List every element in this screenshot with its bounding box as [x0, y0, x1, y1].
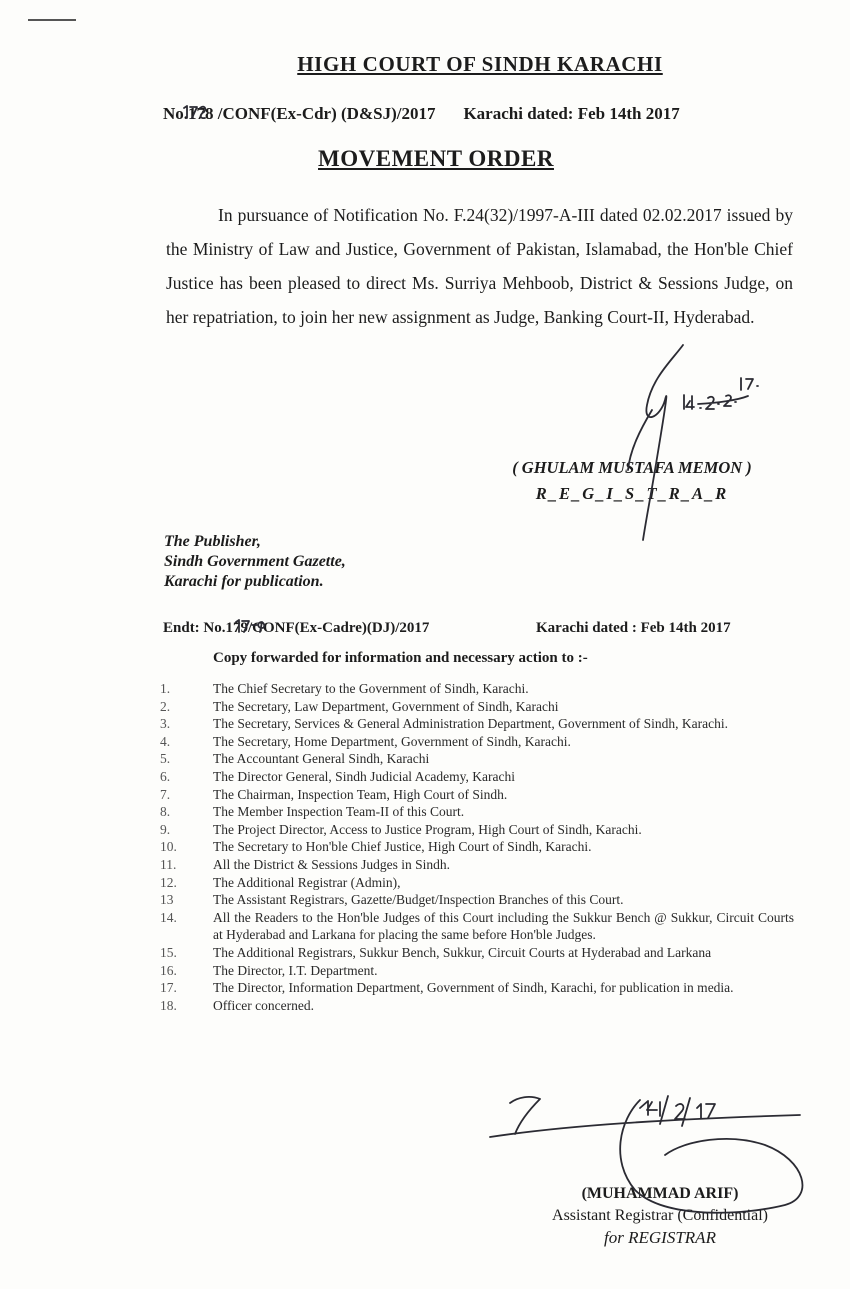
item-number: 13	[160, 892, 174, 908]
registrar-signature	[628, 345, 683, 540]
item-number: 9.	[160, 821, 171, 837]
copy-forwarded-heading: Copy forwarded for information and necessary action to :-	[213, 650, 588, 666]
recipient-list	[160, 680, 794, 1014]
item-text: The Additional Registrars, Sukkur Bench, Sukkur, Circuit Courts at Hyderabad and Larkana	[213, 944, 712, 960]
item-number: 17.	[160, 980, 177, 996]
item-text: The Director General, Sindh Judicial Academy, Karachi	[213, 768, 516, 784]
item-text: The Chairman, Inspection Team, High Court of Sindh.	[213, 786, 508, 802]
list-item	[160, 715, 794, 733]
assistant-registrar-designation: Assistant Registrar (Confidential)	[552, 1207, 768, 1224]
list-item	[160, 803, 794, 821]
item-text: The Secretary, Law Department, Government of Sindh, Karachi	[213, 698, 559, 714]
endorsement-number: Endt: No.179/CONF(Ex-Cadre)(DJ)/2017	[163, 620, 430, 636]
item-number: 14.	[160, 909, 177, 925]
item-text: The Secretary, Services & General Administration Department, Government of Sindh, Karachi.	[213, 716, 728, 732]
item-number: 2.	[160, 698, 171, 714]
publisher-line-1: The Publisher,	[164, 533, 261, 550]
item-text: The Additional Registrar (Admin),	[213, 874, 401, 890]
list-item	[160, 838, 794, 856]
registrar-signature-block	[487, 455, 777, 507]
item-text: The Project Director, Access to Justice Program, High Court of Sindh, Karachi.	[213, 821, 642, 837]
registrar-name: ( GHULAM MUSTAFA MEMON )	[512, 458, 752, 477]
list-item	[160, 891, 794, 909]
edge-mark	[28, 19, 76, 21]
list-item	[160, 979, 794, 997]
item-text: The Secretary to Hon'ble Chief Justice, High Court of Sindh, Karachi.	[213, 839, 592, 855]
item-text: All the Readers to the Hon'ble Judges of this Court including the Sukkur Bench @ Sukkur, Circuit Courts at Hyderabad and Larkana for placing the same before Hon'ble Judges.	[213, 909, 794, 943]
item-number: 8.	[160, 804, 171, 820]
item-number: 3.	[160, 716, 171, 732]
list-item	[160, 997, 794, 1015]
item-number: 7.	[160, 786, 171, 802]
list-item	[160, 680, 794, 698]
assistant-registrar-name: (MUHAMMAD ARIF)	[581, 1185, 739, 1202]
reference-line	[163, 104, 680, 124]
document-title: MOVEMENT ORDER	[318, 146, 554, 171]
item-text: The Accountant General Sindh, Karachi	[213, 751, 430, 767]
item-number: 4.	[160, 733, 171, 749]
item-text: The Member Inspection Team-II of this Court.	[213, 804, 465, 820]
registrar-signature-date	[684, 378, 758, 409]
item-number: 11.	[160, 856, 177, 872]
item-number: 5.	[160, 751, 171, 767]
item-text: The Director, I.T. Department.	[213, 962, 378, 978]
list-item	[160, 856, 794, 874]
list-item	[160, 962, 794, 980]
registrar-designation: R_E_G_I_S_T_R_A_R	[535, 484, 729, 503]
endorsement-date: Karachi dated : Feb 14th 2017	[536, 620, 731, 636]
list-item	[160, 944, 794, 962]
item-number: 16.	[160, 962, 177, 978]
item-number: 1.	[160, 681, 171, 696]
reference-number: No.178 /CONF(Ex-Cdr) (D&SJ)/2017	[163, 104, 436, 123]
assistant-registrar-signature-date	[640, 1096, 715, 1126]
item-number: 12.	[160, 874, 177, 890]
item-number: 18.	[160, 997, 177, 1013]
list-item	[160, 733, 794, 751]
order-body	[166, 198, 793, 334]
list-item	[160, 909, 794, 944]
publisher-line-3: Karachi for publication.	[164, 573, 324, 590]
order-paragraph: In pursuance of Notification No. F.24(32)/1997-A-III dated 02.02.2017 issued by the Ministry of Law and Justice, Government of Pakistan, Islamabad, the Hon'ble Chief Justice has been pleased to direct Ms. Surriya Mehboob, District & Sessions Judge, on her repatriation, to join her new assignment as Judge, Banking Court-II, Hyderabad.	[166, 205, 793, 327]
item-text: The Secretary, Home Department, Government of Sindh, Karachi.	[213, 733, 571, 749]
list-item	[160, 821, 794, 839]
item-number: 6.	[160, 768, 171, 784]
court-name: HIGH COURT OF SINDH KARACHI	[297, 52, 663, 76]
publisher-address	[164, 532, 346, 592]
item-text: The Director, Information Department, Government of Sindh, Karachi, for publication in media.	[213, 980, 734, 996]
for-registrar-line: for REGISTRAR	[604, 1228, 716, 1247]
item-number: 10.	[160, 839, 177, 855]
list-item	[160, 874, 794, 892]
item-text: The Chief Secretary to the Government of Sindh, Karachi.	[213, 681, 529, 696]
assistant-registrar-signature-block	[520, 1183, 800, 1249]
list-item	[160, 750, 794, 768]
item-number: 15.	[160, 944, 177, 960]
item-text: Officer concerned.	[213, 997, 314, 1013]
list-item	[160, 698, 794, 716]
reference-date: Karachi dated: Feb 14th 2017	[463, 104, 680, 123]
item-text: All the District & Sessions Judges in Sindh.	[213, 856, 451, 872]
list-item	[160, 786, 794, 804]
list-item	[160, 768, 794, 786]
item-text: The Assistant Registrars, Gazette/Budget/Inspection Branches of this Court.	[213, 892, 624, 908]
publisher-line-2: Sindh Government Gazette,	[164, 553, 346, 570]
